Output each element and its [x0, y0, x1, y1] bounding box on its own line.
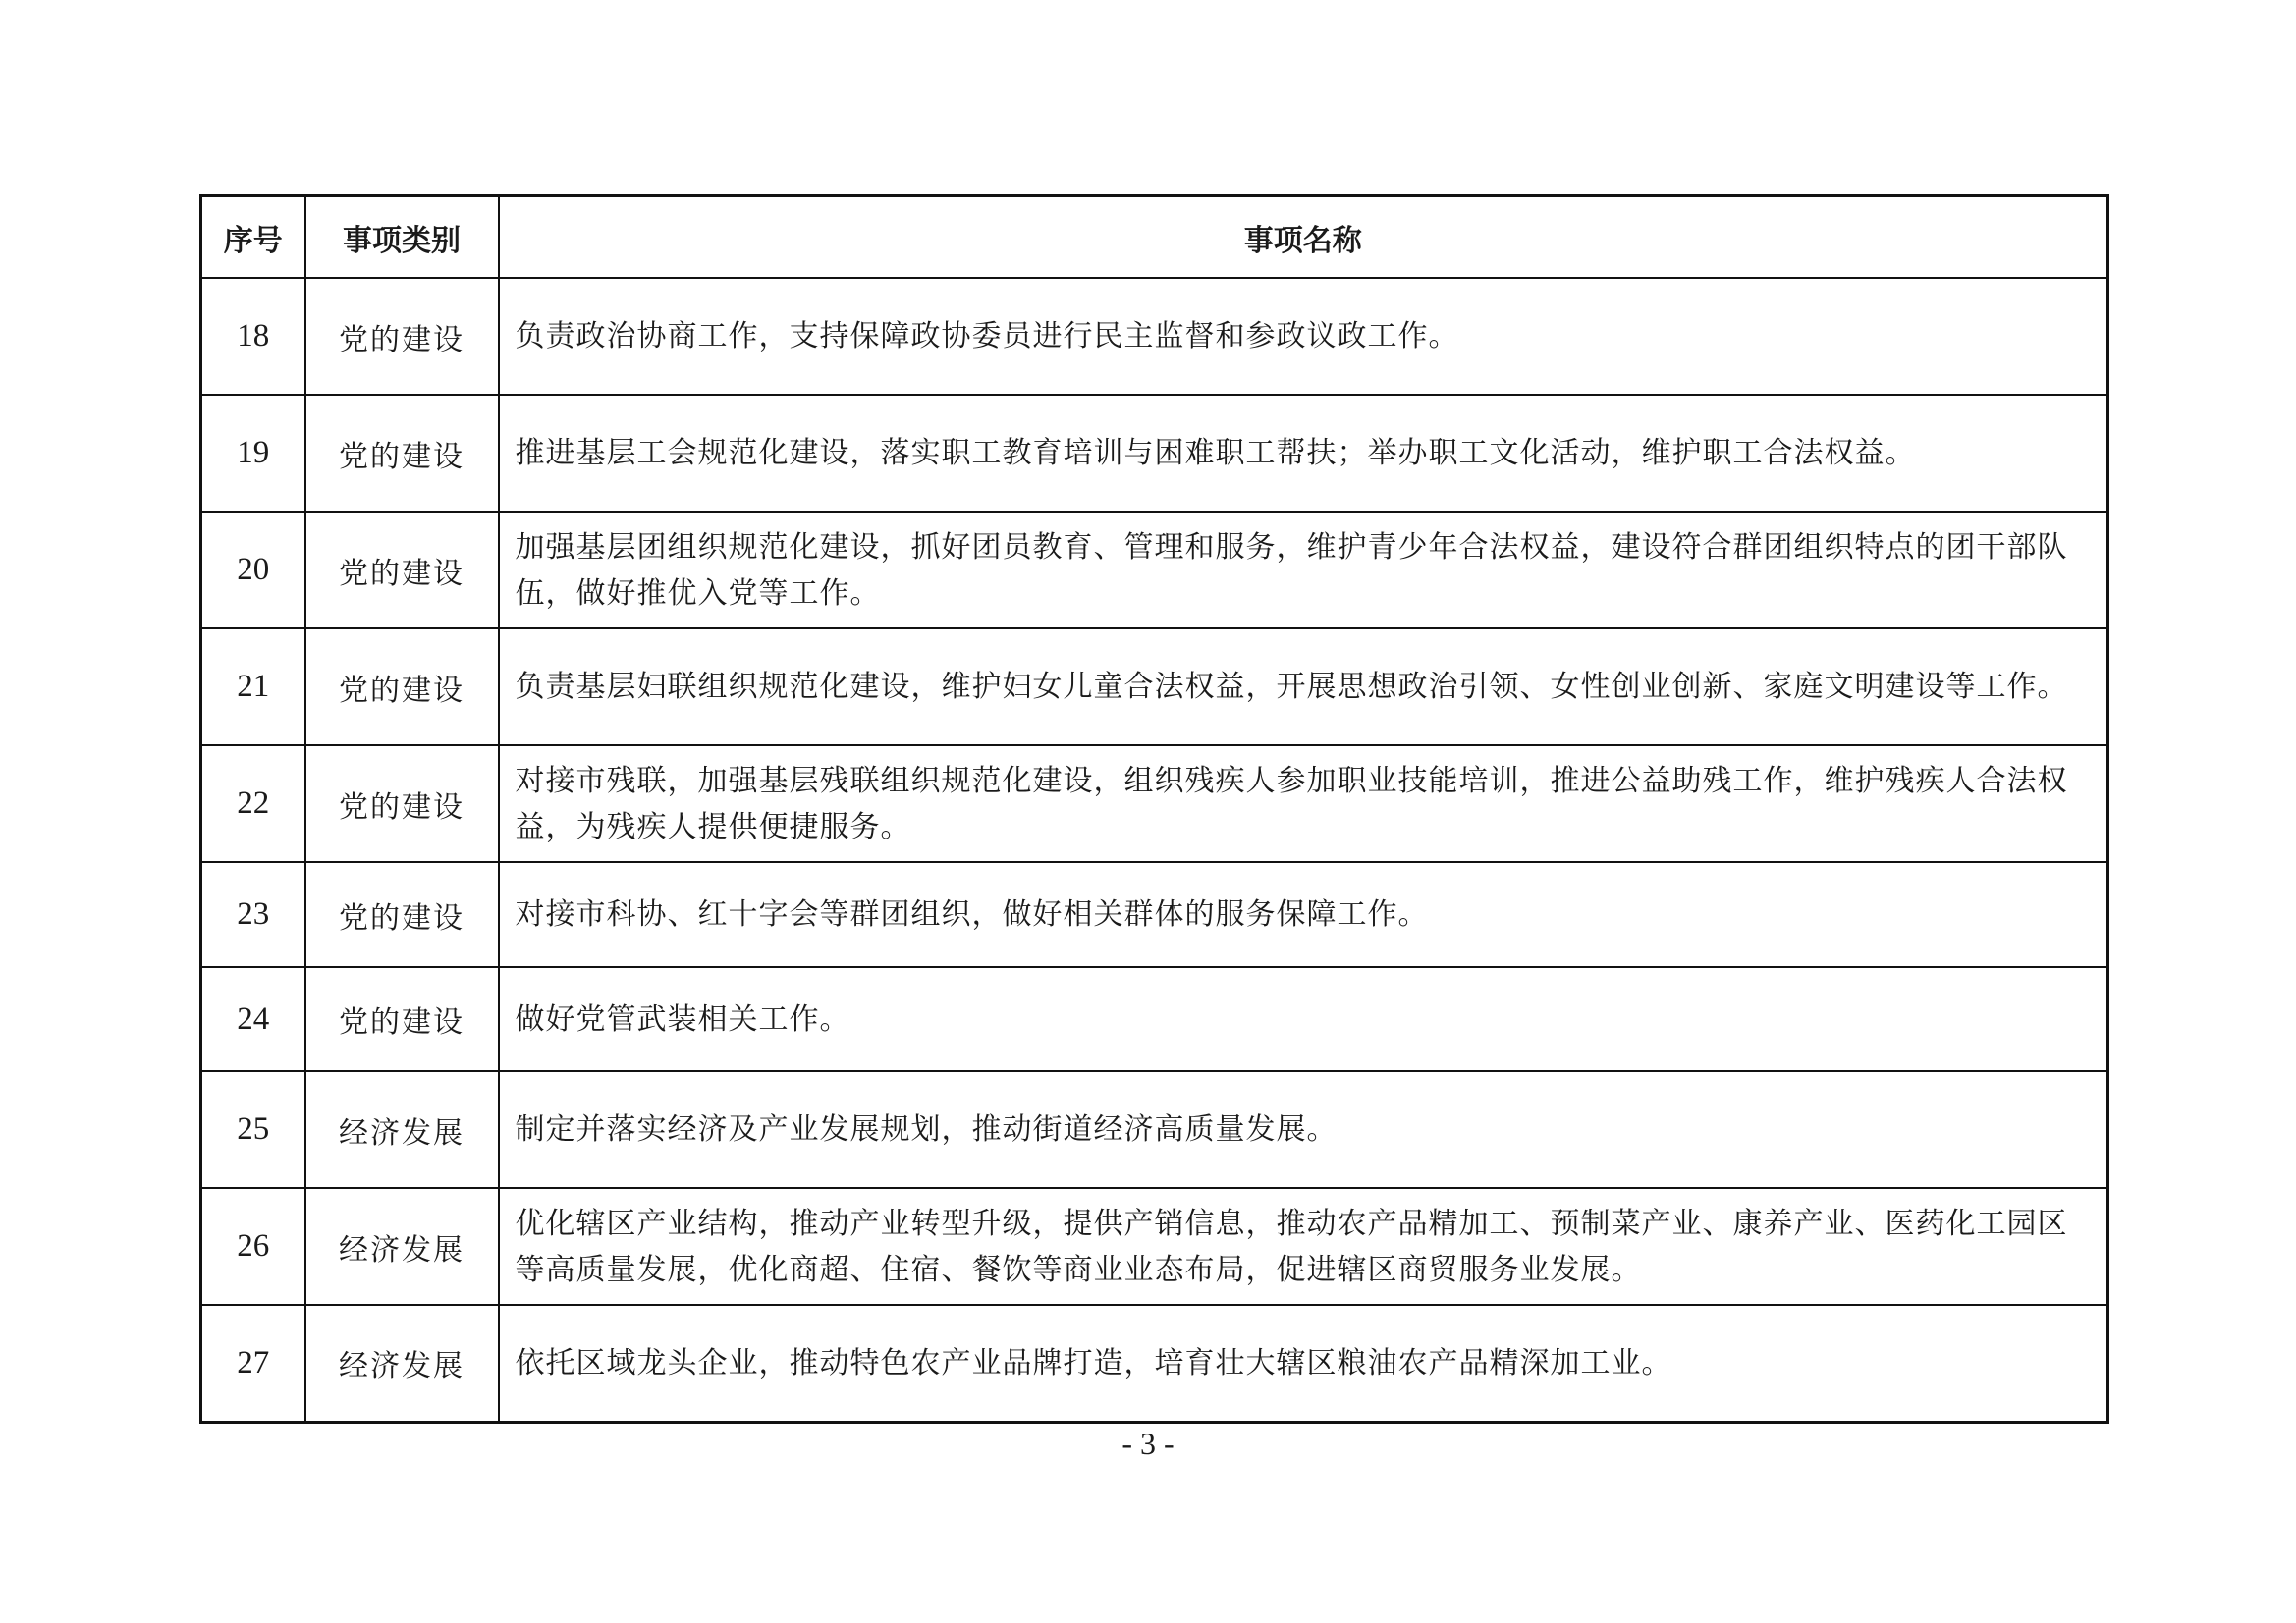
row-seq: 26 — [201, 1188, 305, 1305]
row-name: 依托区域龙头企业，推动特色农产业品牌打造，培育壮大辖区粮油农产品精深加工业。 — [499, 1305, 2108, 1422]
table-row — [201, 628, 2108, 745]
row-category: 党的建设 — [305, 395, 499, 512]
row-category: 经济发展 — [305, 1071, 499, 1188]
row-seq: 25 — [201, 1071, 305, 1188]
row-category: 经济发展 — [305, 1188, 499, 1305]
row-name: 优化辖区产业结构，推动产业转型升级，提供产销信息，推动农产品精加工、预制菜产业、康养产业、医药化工园区等高质量发展，优化商超、住宿、餐饮等商业业态布局，促进辖区商贸服务业发展。 — [499, 1188, 2108, 1305]
table-row — [201, 862, 2108, 967]
table-row — [201, 278, 2108, 395]
header-seq: 序号 — [201, 196, 305, 279]
row-category: 党的建设 — [305, 967, 499, 1071]
page-number: - 3 - — [1121, 1426, 1175, 1461]
row-name: 对接市残联，加强基层残联组织规范化建设，组织残疾人参加职业技能培训，推进公益助残工作，维护残疾人合法权益，为残疾人提供便捷服务。 — [499, 745, 2108, 862]
row-seq: 18 — [201, 278, 305, 395]
row-seq: 20 — [201, 512, 305, 628]
row-category: 党的建设 — [305, 628, 499, 745]
table-row — [201, 745, 2108, 862]
table-row — [201, 1305, 2108, 1422]
table-row — [201, 967, 2108, 1071]
table-row — [201, 512, 2108, 628]
row-name: 推进基层工会规范化建设，落实职工教育培训与困难职工帮扶；举办职工文化活动，维护职工合法权益。 — [499, 395, 2108, 512]
row-category: 经济发展 — [305, 1305, 499, 1422]
responsibility-table — [199, 194, 2109, 1424]
row-seq: 24 — [201, 967, 305, 1071]
row-seq: 22 — [201, 745, 305, 862]
table-row — [201, 1071, 2108, 1188]
header-name: 事项名称 — [499, 196, 2108, 279]
row-name: 负责政治协商工作，支持保障政协委员进行民主监督和参政议政工作。 — [499, 278, 2108, 395]
row-name: 负责基层妇联组织规范化建设，维护妇女儿童合法权益，开展思想政治引领、女性创业创新、家庭文明建设等工作。 — [499, 628, 2108, 745]
row-name: 对接市科协、红十字会等群团组织，做好相关群体的服务保障工作。 — [499, 862, 2108, 967]
row-category: 党的建设 — [305, 862, 499, 967]
table-header-row — [201, 196, 2108, 279]
header-category: 事项类别 — [305, 196, 499, 279]
row-name: 制定并落实经济及产业发展规划，推动街道经济高质量发展。 — [499, 1071, 2108, 1188]
row-seq: 21 — [201, 628, 305, 745]
table-row — [201, 1188, 2108, 1305]
row-category: 党的建设 — [305, 745, 499, 862]
table-row — [201, 395, 2108, 512]
row-seq: 19 — [201, 395, 305, 512]
row-name: 做好党管武装相关工作。 — [499, 967, 2108, 1071]
row-seq: 23 — [201, 862, 305, 967]
row-seq: 27 — [201, 1305, 305, 1422]
row-category: 党的建设 — [305, 512, 499, 628]
row-name: 加强基层团组织规范化建设，抓好团员教育、管理和服务，维护青少年合法权益，建设符合群团组织特点的团干部队伍，做好推优入党等工作。 — [499, 512, 2108, 628]
row-category: 党的建设 — [305, 278, 499, 395]
